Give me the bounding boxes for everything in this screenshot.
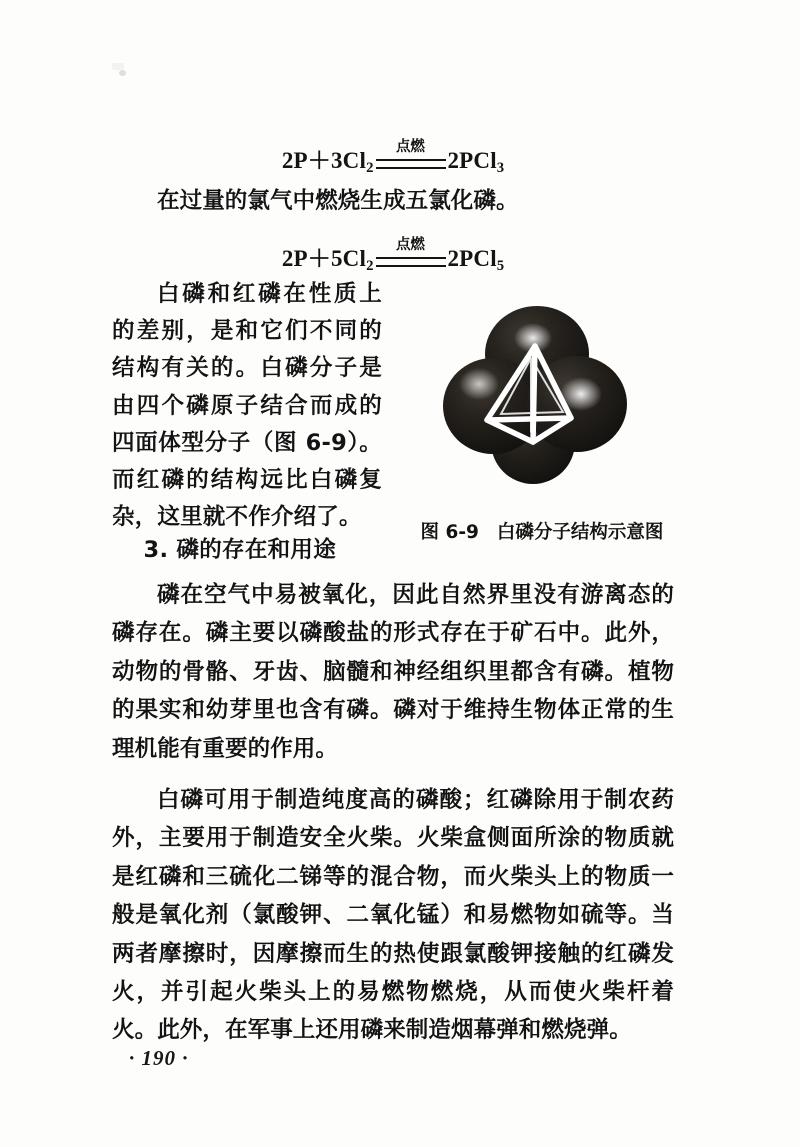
scan-artifact-speck-light	[112, 63, 124, 70]
figure-caption-number: 图 6-9	[420, 522, 479, 543]
equation-reactants: 2P＋5Cl	[281, 246, 367, 271]
p4-molecule-illustration	[441, 302, 631, 488]
chemical-equation-pcl3	[112, 138, 674, 177]
paragraph-existence: 磷在空气中易被氧化，因此自然界里没有游离态的磷存在。磷主要以磷酸盐的形式存在于矿石中。此外，动物的骨骼、牙齿、脑髓和神经组织里都含有磷。植物的果实和幼芽里也含有磷。磷对于维持生物体正常的生理机能有重要的作用。	[112, 582, 674, 762]
reaction-condition-label: 点燃	[395, 236, 425, 253]
chemical-equation-pcl5	[112, 236, 674, 275]
paragraph-uses: 白磷可用于制造纯度高的磷酸；红磷除用于制农药外，主要用于制造安全火柴。火柴盒侧面所涂的物质就是红磷和三硫化二锑等的混合物，而火柴头上的物质一般是氧化剂（氯酸钾、二氧化锰）和易燃物如硫等。当两者摩擦时，因摩擦而生的热使跟氯酸钾接触的红磷发火，并引起火柴头上的易燃物燃烧，从而使火柴杆着火。此外，在军事上还用磷来制造烟幕弹和燃烧弹。	[112, 787, 674, 1044]
figure-p4-molecule	[441, 302, 631, 488]
equation-reactant-subscript: 2	[366, 258, 374, 275]
figure-caption-title: 白磷分子结构示意图	[496, 522, 664, 543]
equation-product-subscript: 5	[496, 258, 505, 275]
equation-products: 2PCl	[447, 246, 497, 271]
paragraph-block-existence	[112, 576, 674, 768]
equation-reactant-subscript: 2	[366, 160, 374, 177]
equation-products: 2PCl	[447, 148, 497, 173]
wrapped-paragraph-allotropes	[112, 276, 382, 536]
reaction-arrow-bar	[376, 257, 446, 267]
scan-artifact-speck	[119, 70, 126, 76]
reaction-arrow-bar	[376, 159, 446, 169]
reaction-arrow-icon	[374, 138, 446, 176]
reaction-arrow-icon	[374, 236, 446, 274]
section-heading-3: 3. 磷的存在和用途	[143, 537, 337, 563]
equation-product-subscript: 3	[496, 160, 505, 177]
figure-caption	[392, 518, 692, 544]
page-number: · 190 ·	[129, 1046, 189, 1070]
equation-reactants: 2P＋3Cl	[281, 148, 367, 173]
lead-sentence-block	[112, 182, 674, 220]
wrapped-paragraph-text: 白磷和红磷在性质上的差别，是和它们不同的结构有关的。白磷分子是由四个磷原子结合而成的四面体型分子（图 6-9）。而红磷的结构远比白磷复杂，这里就不作介绍了。	[112, 281, 382, 531]
lead-sentence: 在过量的氯气中燃烧生成五氯化磷。	[157, 188, 519, 214]
reaction-condition-label: 点燃	[395, 138, 425, 155]
paragraph-block-uses	[112, 781, 674, 1050]
